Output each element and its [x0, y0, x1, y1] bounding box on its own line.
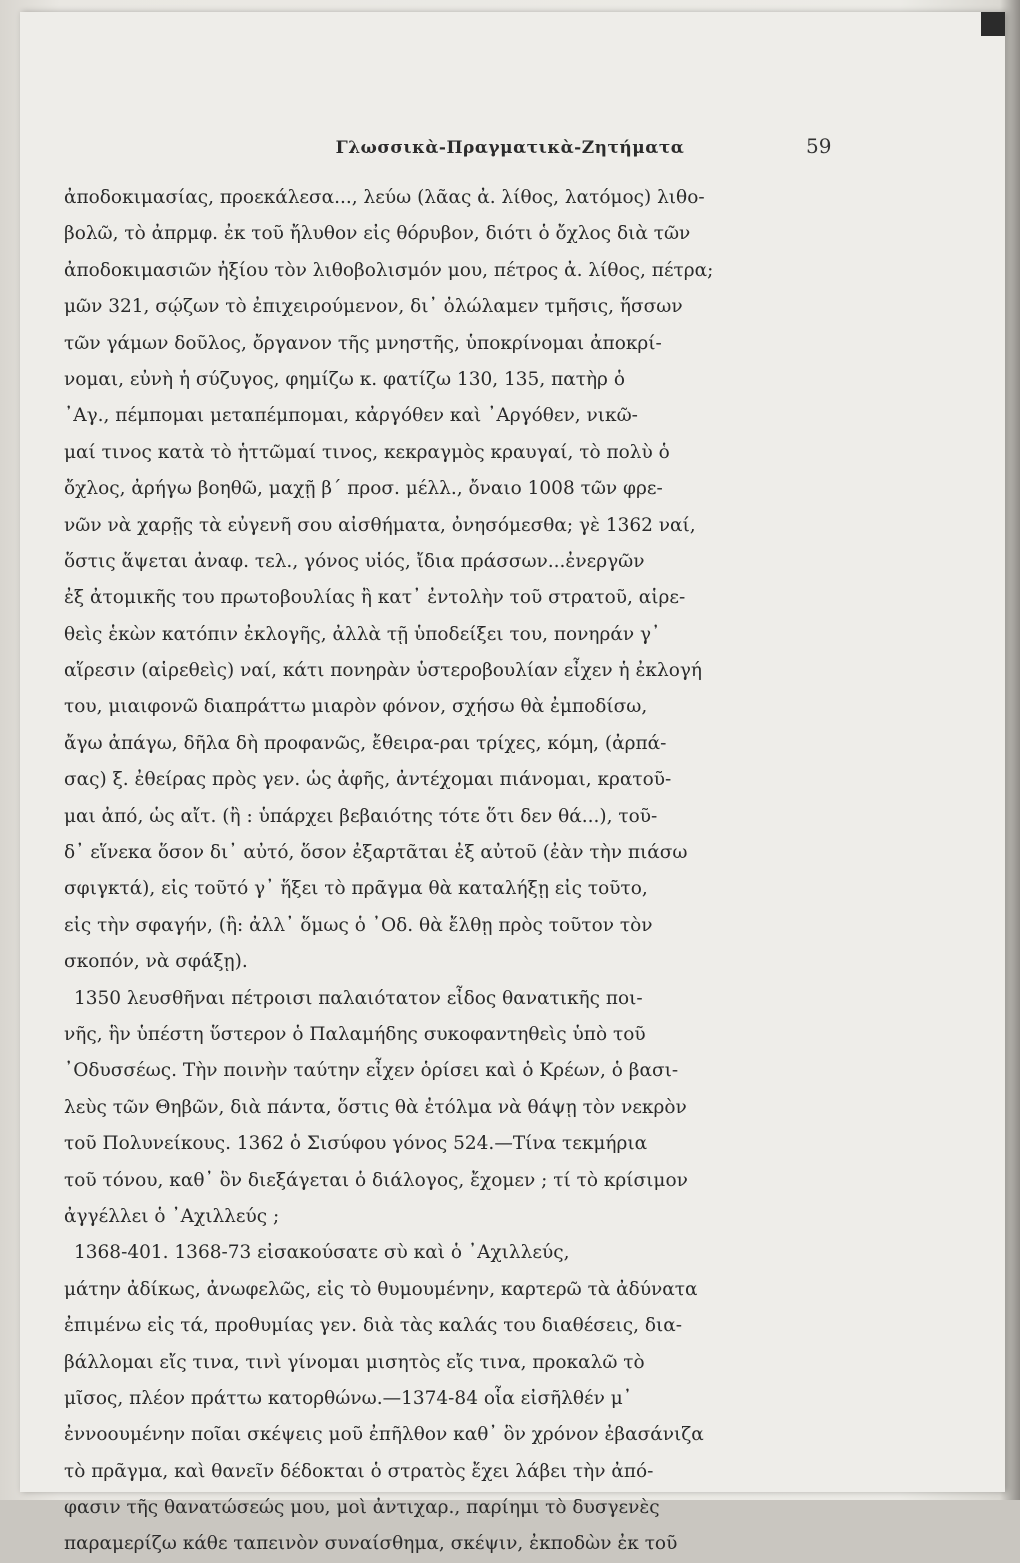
text-line: τὸ πρᾶγμα, καὶ θανεῖν δέδοκται ὁ στρατὸς ἔχει λάβει τὴν ἀπό- — [64, 1460, 654, 1482]
text-line: ᾿Οδυσσέως. Τὴν ποινὴν ταύτην εἶχεν ὁρίσει καὶ ὁ Κρέων, ὁ βασι- — [64, 1060, 679, 1082]
text-line: τοῦ τόνου, καθ᾿ ὃν διεξάγεται ὁ διάλογος, ἔχομεν ; τί τὸ κρίσιμον — [64, 1169, 688, 1191]
text-line: σας) ξ. ἐθείρας πρὸς γεν. ὡς ἀφῆς, ἀντέχομαι πιάνομαι, κρατοῦ- — [64, 769, 672, 791]
text-line: τοῦ Πολυνείκους. 1362 ὁ Σισύφου γόνος 524.—Τίνα τεκμήρια — [64, 1133, 648, 1155]
text-line: φασιν τῆς θανατώσεώς μου, μοὶ ἀντιχαρ., παρίημι τὸ δυσγενὲς — [64, 1497, 660, 1519]
text-line: μάτην ἀδίκως, ἀνωφελῶς, εἰς τὸ θυμουμένην, καρτερῶ τὰ ἀδύνατα — [64, 1278, 698, 1300]
text-line: μῖσος, πλέον πράττω κατορθώνω.—1374-84 οἷα εἰσῆλθέν μ᾿ — [64, 1387, 633, 1409]
text-line: δ᾿ εἵνεκα ὅσον δι᾿ αὐτό, ὅσον ἐξαρτᾶται ἐξ αὐτοῦ (ἐὰν τὴν πιάσω — [64, 842, 688, 864]
text-line: ἐξ ἀτομικῆς του πρωτοβουλίας ἢ κατ᾿ ἐντολὴν τοῦ στρατοῦ, αἱρε- — [64, 587, 686, 609]
text-line: ἀποδοκιμασιῶν ἠξίου τὸν λιθοβολισμόν μου, πέτρος ἀ. λίθος, πέτρα; — [64, 259, 714, 281]
text-line: νομαι, εὐνὴ ἡ σύζυγος, φημίζω κ. φατίζω 130, 135, πατὴρ ὁ — [64, 368, 625, 390]
text-line: βολῶ, τὸ ἀπρμφ. ἐκ τοῦ ἤλυθον εἰς θόρυβον, διότι ὁ ὄχλος διὰ τῶν — [64, 223, 691, 245]
text-line: ἐπιμένω εἰς τά, προθυμίας γεν. διὰ τὰς καλάς του διαθέσεις, δια- — [64, 1315, 683, 1337]
text-line: μῶν 321, σῴζων τὸ ἐπιχειρούμενον, δι᾿ ὀλώλαμεν τμῆσις, ἥσσων — [64, 296, 683, 318]
text-line: μαι ἀπό, ὡς αἴτ. (ἢ : ὑπάρχει βεβαιότης τότε ὅτι δεν θά...), τοῦ- — [64, 805, 658, 827]
text-line: ᾿Αγ., πέμπομαι μεταπέμπομαι, κἀργόθεν καὶ ᾿Αργόθεν, νικῶ- — [64, 405, 638, 427]
scan-corner-mark — [981, 12, 1005, 36]
page-number: 59 — [806, 134, 832, 158]
text-line: ἀποδοκιμασίας, προεκάλεσα..., λεύω (λᾶας ἀ. λίθος, λατόμος) λιθο- — [64, 187, 705, 208]
text-line: αἵρεσιν (αἱρεθεὶς) ναί, κάτι πονηρὰν ὑστεροβουλίαν εἶχεν ἡ ἐκλογή — [64, 660, 702, 682]
running-title: Γλωσσικὰ-Πραγματικὰ-Ζητήματα — [335, 138, 685, 158]
text-line: ἀγγέλλει ὁ ᾿Αχιλλεύς ; — [64, 1205, 280, 1227]
text-line: σφιγκτά), εἰς τοῦτό γ᾿ ἥξει τὸ πρᾶγμα θὰ καταλήξῃ εἰς τοῦτο, — [64, 878, 648, 900]
text-line: ἄγω ἀπάγω, δῆλα δὴ προφανῶς, ἔθειρα-ραι τρίχες, κόμη, (ἀρπά- — [64, 732, 667, 754]
text-line: του, μιαιφονῶ διαπράττω μιαρὸν φόνον, σχήσω θὰ ἐμποδίσω, — [64, 696, 648, 718]
text-line: τῶν γάμων δοῦλος, ὄργανον τῆς μνηστῆς, ὑποκρίνομαι ἀποκρί- — [64, 332, 662, 354]
text-line: νῆς, ἣν ὑπέστη ὕστερον ὁ Παλαμήδης συκοφαντηθεὶς ὑπὸ τοῦ — [64, 1023, 646, 1045]
text-line: εἰς τὴν σφαγήν, (ἢ: ἀλλ᾿ ὅμως ὁ ᾿Οδ. θὰ ἔλθῃ πρὸς τοῦτον τὸν — [64, 914, 653, 936]
text-line: λεὺς τῶν Θηβῶν, διὰ πάντα, ὅστις θὰ ἐτόλμα νὰ θάψῃ τὸν νεκρὸν — [64, 1096, 687, 1118]
text-line: ὄχλος, ἀρήγω βοηθῶ, μαχῇ β΄ προσ. μέλλ., ὄναιο 1008 τῶν φρε- — [64, 478, 663, 500]
text-line: θεὶς ἑκὼν κατόπιν ἐκλογῆς, ἀλλὰ τῇ ὑποδείξει του, πονηράν γ᾿ — [64, 623, 661, 645]
text-line: σκοπόν, νὰ σφάξῃ). — [64, 951, 248, 973]
text-line: μαί τινος κατὰ τὸ ἡττῶμαί τινος, κεκραγμὸς κραυγαί, τὸ πολὺ ὁ — [64, 441, 670, 463]
text-line: ὅστις ἅψεται ἀναφ. τελ., γόνος υἱός, ἴδια πράσσων...ἐνεργῶν — [64, 550, 645, 572]
text-line: ἐννοουμένην ποῖαι σκέψεις μοῦ ἐπῆλθον καθ᾿ ὃν χρόνον ἐβασάνιζα — [64, 1424, 704, 1446]
body-text — [64, 180, 854, 1563]
text-line: βάλλομαι εἴς τινα, τινὶ γίνομαι μισητὸς εἴς τινα, προκαλῶ τὸ — [64, 1351, 645, 1373]
text-line: 1350 λευσθῆναι πέτροισι παλαιότατον εἶδος θανατικῆς ποι- — [74, 987, 643, 1009]
text-line: νῶν νὰ χαρῇς τὰ εὐγενῆ σου αἰσθήματα, ὀνησόμεσθα; γὲ 1362 ναί, — [64, 514, 696, 536]
text-line: παραμερίζω κάθε ταπεινὸν συναίσθημα, σκέψιν, ἐκποδὼν ἐκ τοῦ — [64, 1533, 678, 1555]
text-line: 1368-401. 1368-73 εἰσακούσατε σὺ καὶ ὁ ᾿Αχιλλεύς, — [74, 1242, 570, 1264]
